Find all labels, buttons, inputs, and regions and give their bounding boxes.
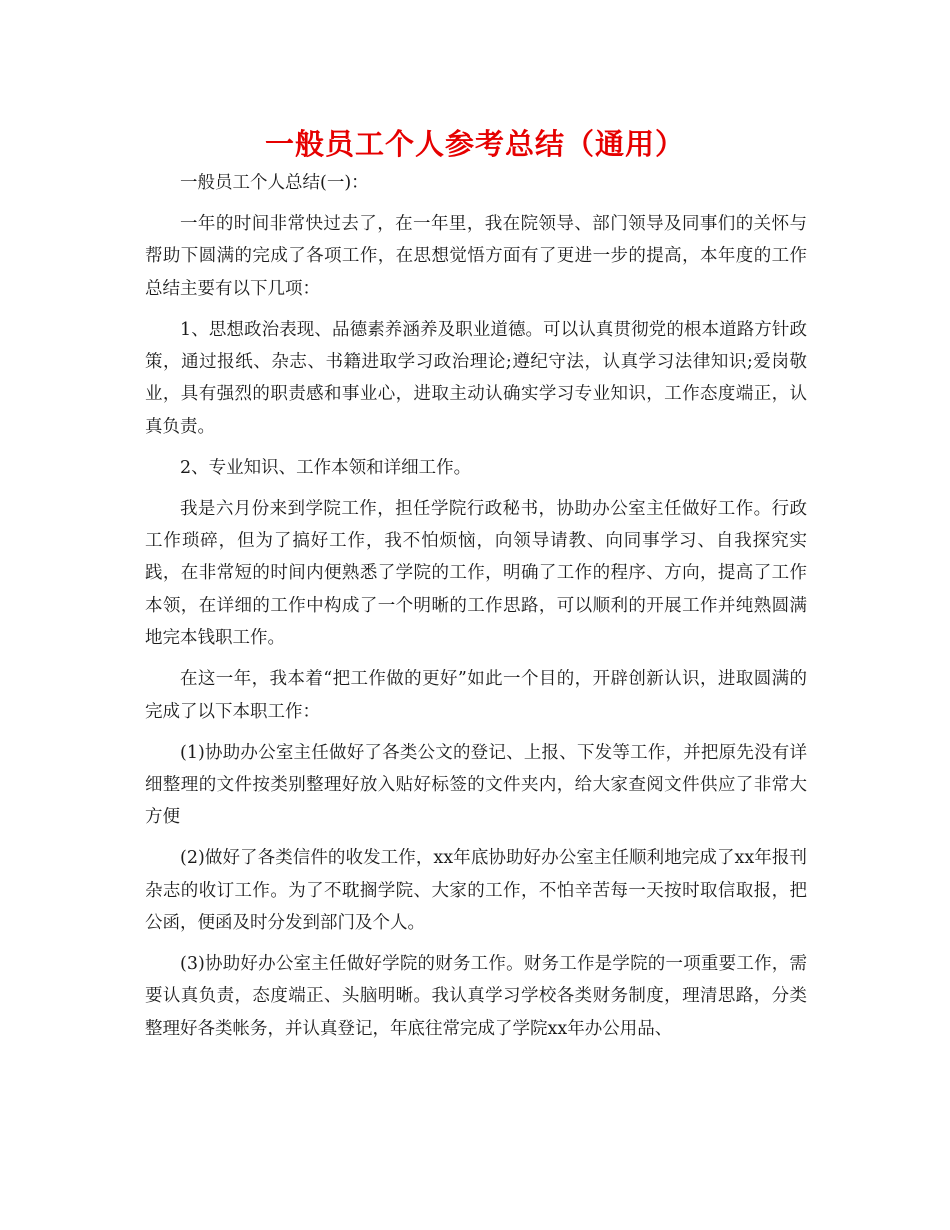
paragraph: (1)协助办公室主任做好了各类公文的登记、上报、下发等工作，并把原先没有详细整理的文件按类别整理好放入贴好标签的文件夹内，给大家查阅文件供应了非常大方便 xyxy=(145,742,807,828)
paragraph: 1、思想政治表现、品德素养涵养及职业道德。可以认真贯彻党的根本道路方针政策，通过报纸、杂志、书籍进取学习政治理论;遵纪守法，认真学习法律知识;爱岗敬业，具有强烈的职责感和事业心，进取主动认确实学习专业知识，工作态度端正，认真负责。 xyxy=(145,319,807,437)
paragraph: (3)协助好办公室主任做好学院的财务工作。财务工作是学院的一项重要工作，需要认真负责，态度端正、头脑明晰。我认真学习学校各类财务制度，理清思路，分类整理好各类帐务，并认真登记，年底往常完成了学院xx年办公用品、 xyxy=(145,953,807,1039)
document-body xyxy=(145,167,807,1054)
paragraph: 一般员工个人总结(一)： xyxy=(180,173,369,193)
paragraph: 我是六月份来到学院工作，担任学院行政秘书，协助办公室主任做好工作。行政工作琐碎，但为了搞好工作，我不怕烦恼，向领导请教、向同事学习、自我探究实践，在非常短的时间内便熟悉了学院的工作，明确了工作的程序、方向，提高了工作本领，在详细的工作中构成了一个明晰的工作思路，可以顺利的开展工作并纯熟圆满地完本钱职工作。 xyxy=(145,498,807,649)
paragraph: 2、专业知识、工作本领和详细工作。 xyxy=(180,457,472,478)
paragraph: 在这一年，我本着“把工作做的更好”如此一个目的，开辟创新认识，进取圆满的完成了以下本职工作： xyxy=(145,669,807,722)
document-title: 一般员工个人参考总结（通用） xyxy=(264,127,685,161)
paragraph: 一年的时间非常快过去了，在一年里，我在院领导、部门领导及同事们的关怀与帮助下圆满的完成了各项工作，在思想觉悟方面有了更进一步的提高，本年度的工作总结主要有以下几项： xyxy=(145,213,807,299)
paragraph: (2)做好了各类信件的收发工作，xx年底协助好办公室主任顺利地完成了xx年报刊杂志的收订工作。为了不耽搁学院、大家的工作，不怕辛苦每一天按时取信取报，把公函，便函及时分发到部门及个人。 xyxy=(145,848,807,934)
